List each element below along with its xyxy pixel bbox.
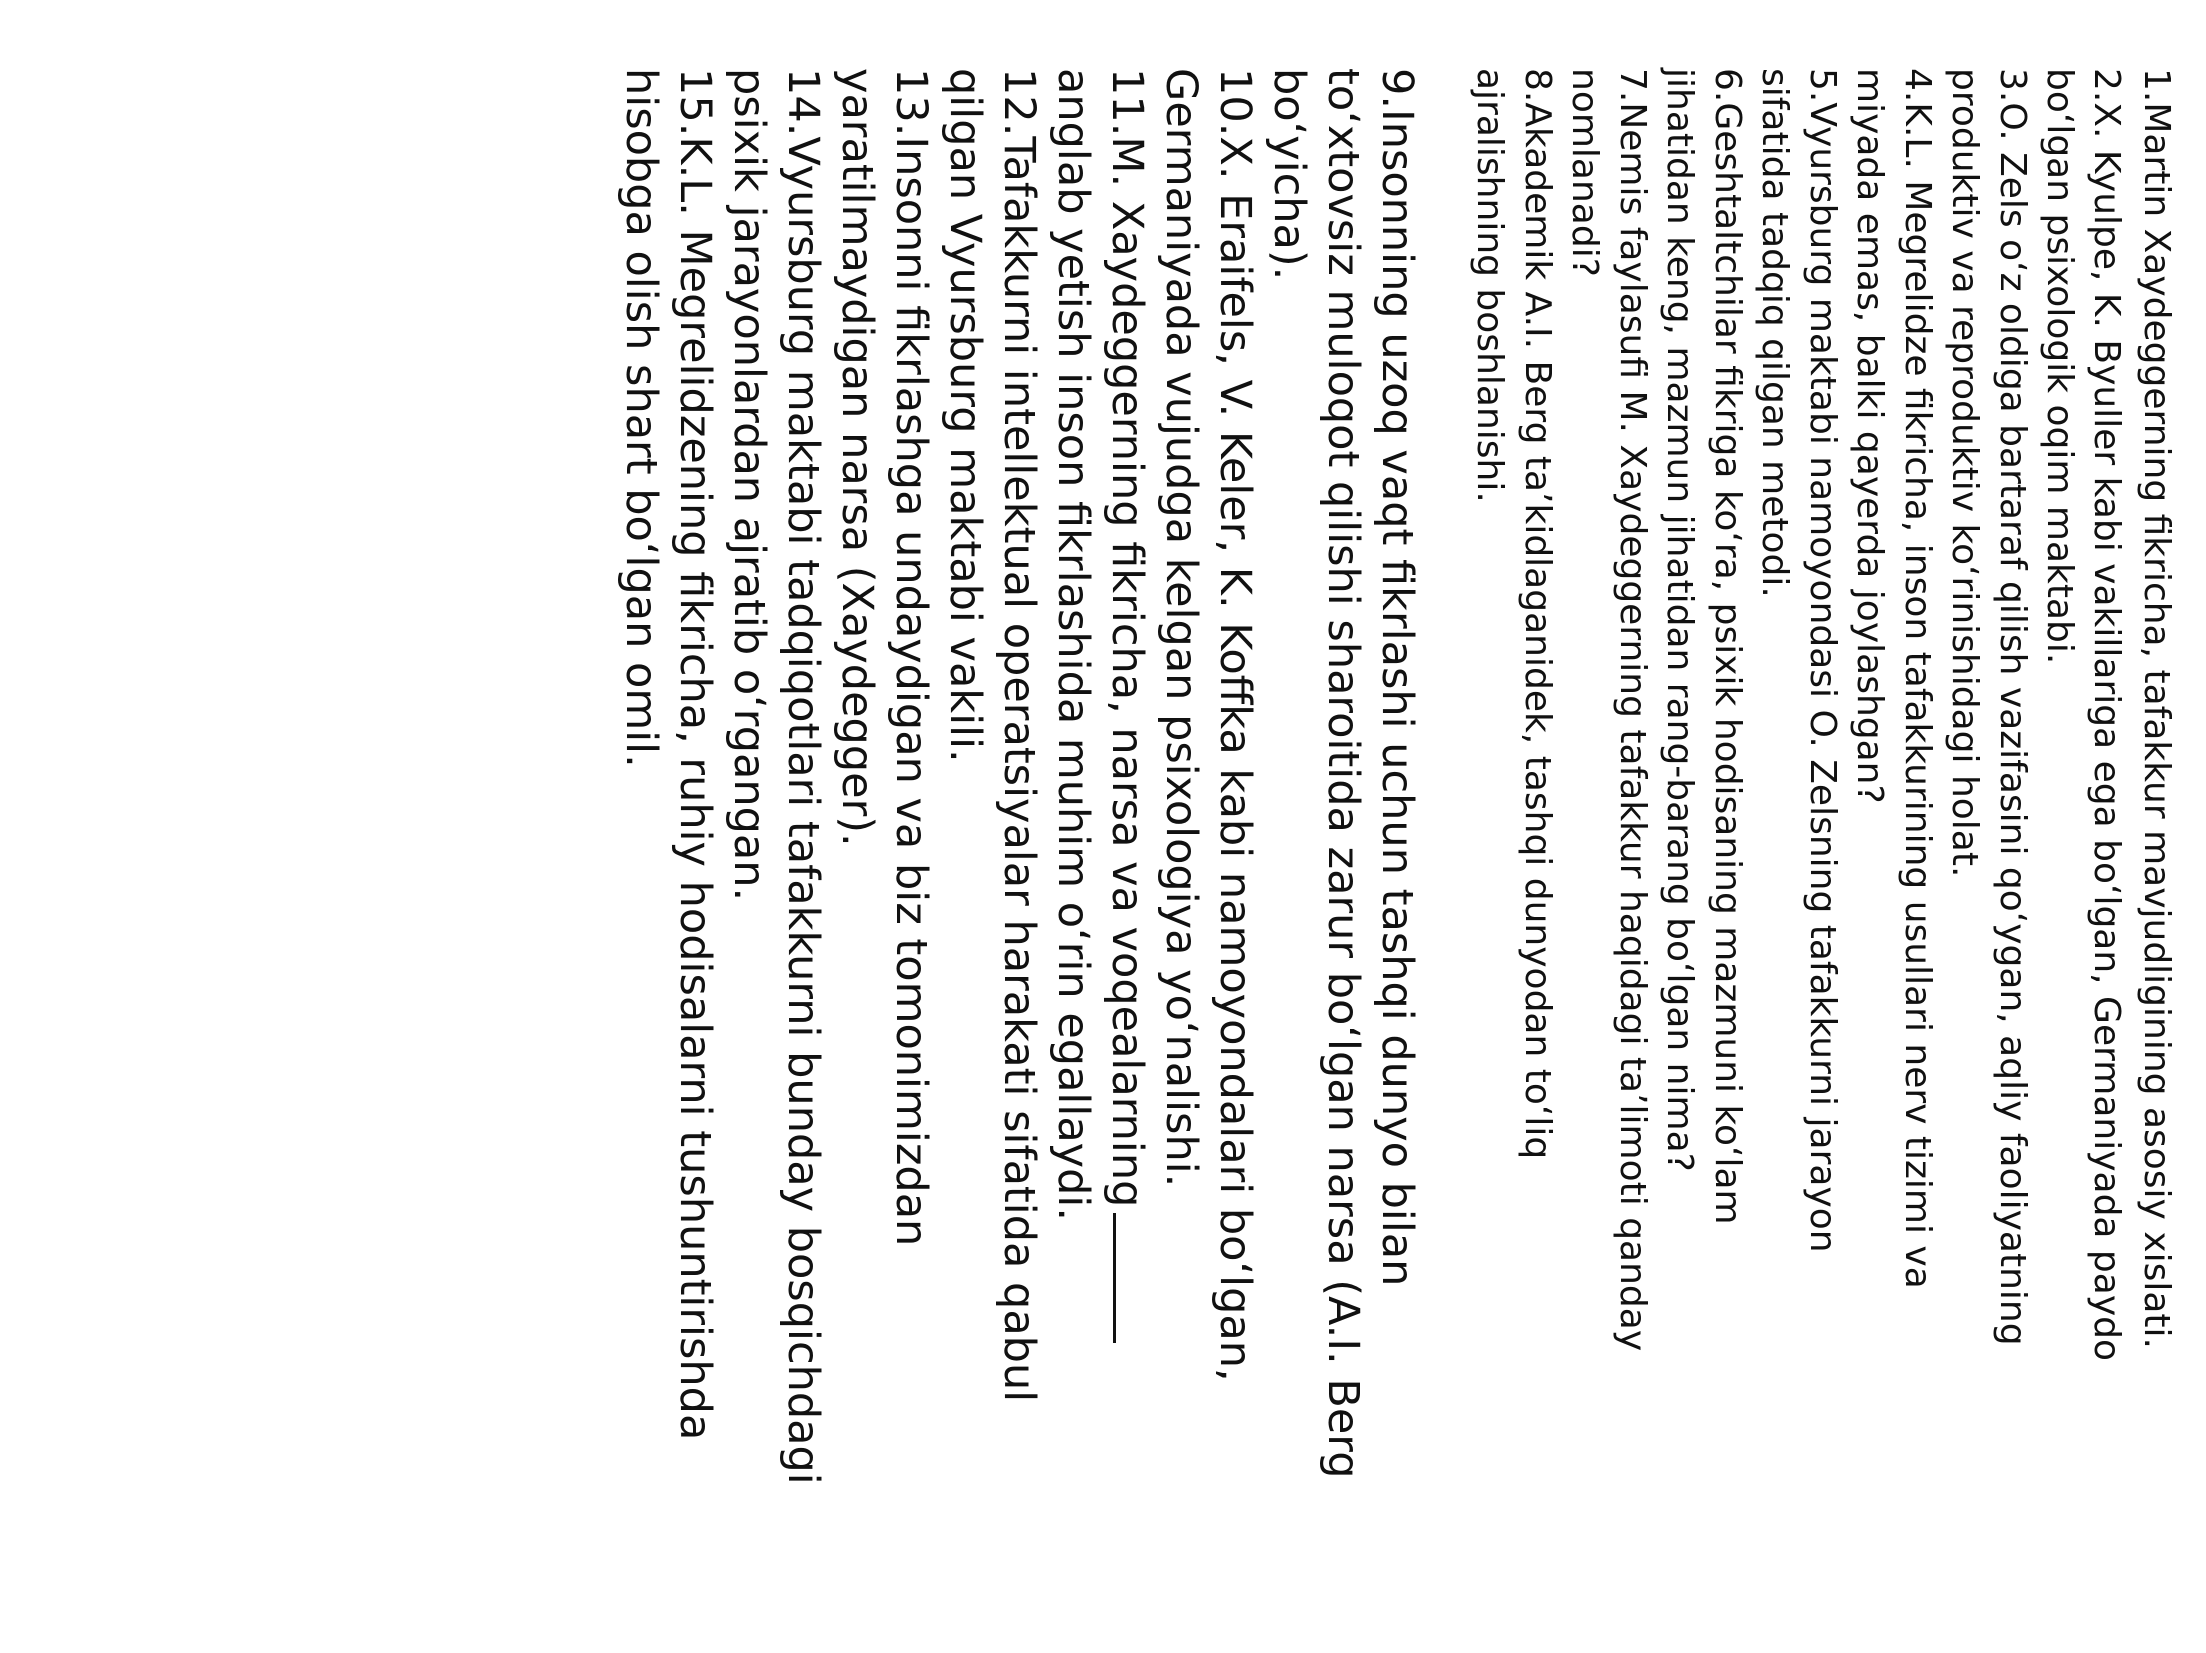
- line-25: 13.Insonni fikrlashga undaydigan va biz tomonimizdan: [886, 68, 936, 1247]
- line-11: jihatidan keng, mazmun jihatidan rang-barang bo‘lgan nima?: [1659, 68, 1700, 1172]
- line-5: produktiv va reproduktiv ko‘rinishidagi holat.: [1944, 68, 1985, 878]
- line-17: to‘xtovsiz muloqot qilishi sharoitida zarur bo‘lgan narsa (A.I. Berg: [1318, 68, 1368, 1479]
- line-21: [1102, 68, 1152, 1343]
- line-30: hisobga olish shart bo‘lgan omil.: [616, 68, 666, 768]
- line-15: ajralishning boshlanishi.: [1469, 68, 1510, 503]
- line-13: nomlanadi?: [1564, 68, 1605, 277]
- line-14: 8.Akademik A.I. Berg ta’kidlaganidek, tashqi dunyodan to‘liq: [1517, 68, 1558, 1160]
- line-6: 4.K.L. Megrelidze fikricha, inson tafakkurining usullari nerv tizimi va: [1897, 68, 1938, 1289]
- line-23: 12.Tafakkurni intellektual operatsiyalar harakati sifatida qabul: [994, 68, 1044, 1403]
- line-9: sifatida tadqiq qilgan metodi.: [1754, 68, 1795, 598]
- line-26: yaratilmaydigan narsa (Xaydegger).: [832, 68, 882, 847]
- line-12: 7.Nemis faylasufi M. Xaydeggerning tafakkur haqidagi ta’limoti qanday: [1612, 68, 1653, 1352]
- line-29: 15.K.L. Megrelidzening fikricha, ruhiy hodisalarni tushuntirishda: [670, 68, 720, 1441]
- line-18: bo‘yicha).: [1264, 68, 1314, 281]
- line-27: 14.Vyursburg maktabi tadqiqotlari tafakkurni bunday bosqichdagi: [778, 68, 828, 1485]
- line-4: 3.O. Zels o‘z oldiga bartaraf qilish vazifasini qo‘ygan, aqliy faoliyatning: [1992, 68, 2033, 1346]
- line-22: anglab yetish inson fikrlashida muhim o‘rin egallaydi.: [1048, 68, 1098, 1222]
- line-16: 9.Insonning uzoq vaqt fikrlashi uchun tashqi dunyo bilan: [1372, 68, 1422, 1287]
- line-3: bo‘lgan psixologik oqim maktabi.: [2039, 68, 2080, 665]
- line-24: qilgan Vyursburg maktabi vakili.: [940, 68, 990, 763]
- line-21-text: 11.M. Xaydeggerning fikricha, narsa va voqealarning: [1102, 68, 1152, 1208]
- line-28: psixik jarayonlardan ajratib o‘rgangan.: [724, 68, 774, 902]
- answer-blank: [1113, 1213, 1146, 1343]
- line-8: 5.Vyursburg maktabi namoyondasi O. Zelsning tafakkurni jarayon: [1802, 68, 1843, 1253]
- line-19: 10.X. Eraifels, V. Keler, K. Koffka kabi namoyondalari bo‘lgan,: [1210, 68, 1260, 1382]
- line-20: Germaniyada vujudga kelgan psixologiya yo‘nalishi.: [1156, 68, 1206, 1188]
- line-1: 1.Martin Xaydeggerning fikricha, tafakkur mavjudligining asosiy xislati.: [2136, 68, 2177, 1349]
- line-7: miyada emas, balki qayerda joylashgan?: [1849, 68, 1890, 804]
- line-2: 2.X. Kyulpe, K. Byuller kabi vakillariga ega bo‘lgan, Germaniyada paydo: [2086, 68, 2127, 1362]
- line-10: 6.Geshtaltchilar fikriga ko‘ra, psixik hodisaning mazmuni ko‘lam: [1707, 68, 1748, 1225]
